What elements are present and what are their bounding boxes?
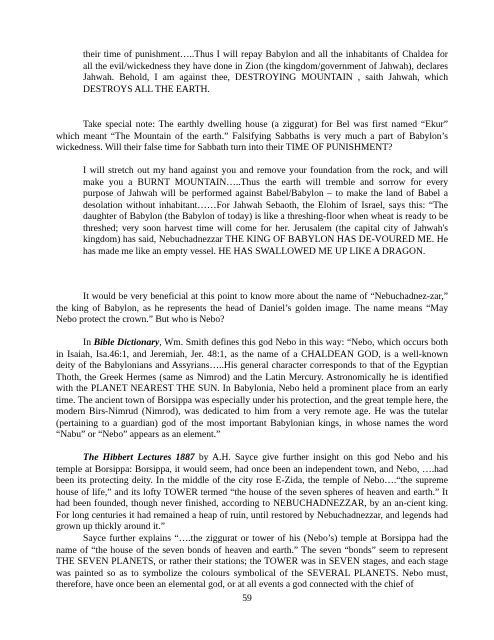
- paragraph-body: , Wm. Smith defines this god Nebo in this way: “Nebo, which occurs both in Isaiah, Isa.46:1, and Jeremiah, Jer. 48:1, as the name of a CHALDEAN GOD, is a well-known deity of the Babylonians and Assyrians…..His general character corresponds to that of the Egyptian Thoth, the Greek Hermes (same as Nimrod) and the Latin Mercury. Astronomically he is identified with the PLANET NEAREST THE SUN. In Babylonia, Nebo held a prominent place from an early time. The ancient town of Borsippa was especially under his protection, and the great temple here, the modern Birs-Nimrud (Nimrod), was dedicated to him from a very remote age. He was the tutelar (pertaining to a guardian) god of the most important Babylonian kings, in whose names the word “Nabu” or “Nebo” appears as an element.”: [56, 337, 449, 441]
- paragraph-prefix: In: [83, 337, 94, 348]
- paragraph-hibbert-lectures: [56, 452, 448, 533]
- paragraph-body: by A.H. Sayce give further insight on this god Nebo and his temple at Borsippa: Borsippa, it would seem, had once been an independent town, and Nebo, ….had been its protecting deity. In the middle of the city rose E-Zida, the temple of Nebo….“the supreme house of life,” and its lofty TOWER termed “the house of the seven spheres of heaven and earth.” It had been founded, though never finished, according to NEBUCHADNEZZAR, by an an-cient king. For long centuries it had remained a heap of ruin, until restored by Nebuchadnezzar, and legends had grown up thickly around it.”: [56, 452, 448, 533]
- paragraph-sayce-explains: Sayce further explains “….the ziggurat or tower of his (Nebo’s) temple at Borsippa had the name of “the house of the seven bonds of heaven and earth.” The seven “bonds” seem to represent THE SEVEN PLANETS, or rather their stations; the TOWER was in SEVEN stages, and each stage was painted so as to symbolize the colours symbolical of the SEVERAL PLANETS. Nebo must, therefore, have once been an elemental god, or at all events a god connected with the chief of: [56, 533, 448, 591]
- paragraph-nebuchadnezzar-name: It would be very beneficial at this point to know more about the name of “Nebuchadnez-zar,” the king of Babylon, as he represents the head of Daniel’s golden image. The name means “May Nebo protect the crown.” But who is Nebo?: [56, 291, 448, 326]
- paragraph-bible-dictionary: [56, 337, 448, 441]
- book-title-bible-dictionary: Bible Dictionary: [93, 337, 160, 348]
- page-number: 59: [242, 593, 252, 604]
- block-quote-burnt-mountain: I will stretch out my hand against you and remove your foundation from the rock, and will make you a BURNT MOUNTAIN…..Thus the earth will tremble and sorrow for every purpose of Jahwah will be performed against Babel/Babylon – to make the land of Babel a desolation without inhabitant……For Jahwah Sebaoth, the Elohim of Israel, says this: “The daughter of Babylon (the Babylon of today) is like a threshing-floor when wheat is ready to be threshed; very soon harvest time will come for her. Jerusalem (the capital city of Jahwah's kingdom) has said, Nebuchadnezzar THE KING OF BABYLON HAS DE-VOURED ME. He has made me like an empty vessel. HE HAS SWALLOWED ME UP LIKE A DRAGON.: [83, 165, 448, 257]
- book-title-hibbert-lectures: The Hibbert Lectures 1887: [83, 452, 195, 463]
- paragraph-ekur-note: Take special note: The earthly dwelling house (a ziggurat) for Bel was first named “Ekur” which meant “The Mountain of the earth.” Falsifying Sabbaths is very much a part of Babylon’s wickedness. Will their false time for Sabbath turn into their TIME OF PUNISHMENT?: [56, 119, 448, 154]
- block-quote-destroying-mountain: their time of punishment…..Thus I will repay Babylon and all the inhabitants of Chaldea for all the evil/wickedness they have done in Zion (the kingdom/government of Jahwah), declares Jahwah. Behold, I am against thee, DESTROYING MOUNTAIN , saith Jahwah, which DESTROYS ALL THE EARTH.: [83, 49, 448, 95]
